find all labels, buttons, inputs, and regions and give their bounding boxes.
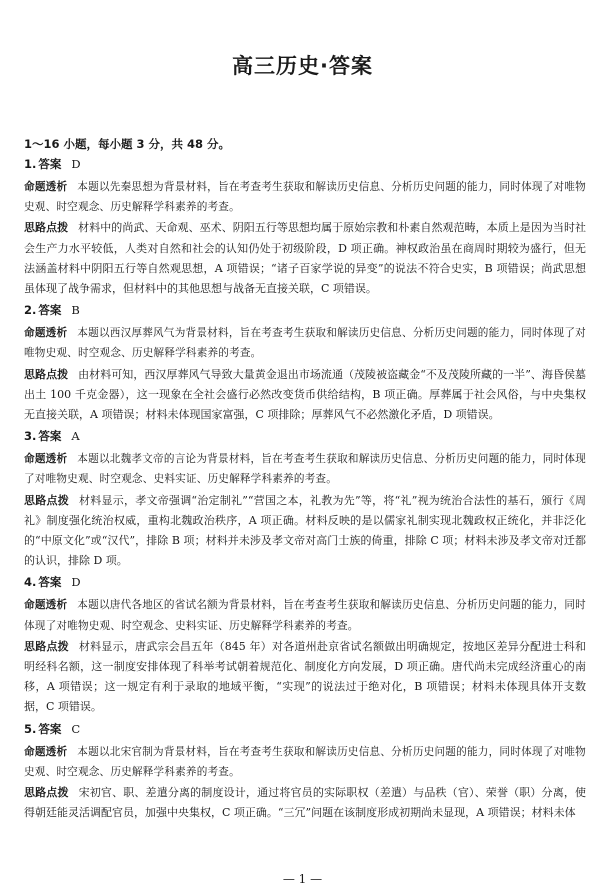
question-block	[24, 302, 586, 425]
analysis-label: 命题透析	[24, 745, 68, 758]
question-answer-line	[24, 721, 586, 737]
question-answer-line	[24, 428, 586, 444]
analysis-text: 本题以西汉厚葬风气为背景材料，旨在考查考生获取和解读历史信息、分析历史问题的能力，同时体现了对唯物史观、时空观念、历史解释学科素养的考查。	[24, 327, 586, 360]
hint-text: 材料显示，唐武宗会昌五年（845 年）对各道州赴京省试名额做出明确规定，按地区差异分配进士科和明经科名额，这一制度安排体现了科举考试朝着规范化、制度化方向发展，D 项正确。唐代尚未完成经济重心的南移，A 项错误；这一规定有利于录取的地域平衡，“实现”的说法过于绝对化，B 项错误；材料未体现具体开支数据，C 项错误。	[24, 639, 587, 714]
hint-paragraph	[24, 637, 586, 718]
answer-label: 答案	[38, 575, 62, 590]
question-block	[24, 428, 586, 571]
question-answer-line	[24, 302, 586, 318]
analysis-text: 本题以先秦思想为背景材料，旨在考查考生获取和解读历史信息、分析历史问题的能力，同时体现了对唯物史观、时空观念、历史解释学科素养的考查。	[24, 181, 586, 214]
analysis-text: 本题以北魏孝文帝的言论为背景材料，旨在考查考生获取和解读历史信息、分析历史问题的能力，同时体现了对唯物史观、时空观念、史料实证、历史解释学科素养的考查。	[24, 453, 586, 486]
answer-letter: D	[71, 157, 81, 171]
hint-paragraph	[24, 491, 586, 572]
analysis-text: 本题以北宋官制为背景材料，旨在考查考生获取和解读历史信息、分析历史问题的能力，同时体现了对唯物史观、时空观念、历史解释学科素养的考查。	[24, 745, 586, 778]
question-block	[24, 574, 586, 717]
analysis-label: 命题透析	[24, 453, 68, 466]
hint-paragraph	[24, 218, 586, 299]
question-answer-line	[24, 156, 586, 172]
question-block	[24, 721, 586, 824]
analysis-label: 命题透析	[24, 599, 68, 612]
answer-letter: D	[71, 575, 81, 590]
analysis-label: 命题透析	[24, 327, 68, 340]
analysis-paragraph	[24, 742, 586, 782]
analysis-paragraph	[24, 177, 586, 217]
analysis-paragraph	[24, 323, 586, 363]
hint-paragraph	[24, 783, 586, 823]
hint-label: 思路点拨	[24, 367, 69, 381]
section-intro: 1～16 小题，每小题 3 分，共 48 分。	[24, 137, 231, 151]
answer-label: 答案	[38, 303, 62, 318]
hint-text: 材料中的尚武、天命观、巫术、阴阳五行等思想均属于原始宗教和朴素自然观范畴，本质上是因为当时社会生产力水平较低，人类对自然和社会的认知仍处于初级阶段，D 项正确。神权政治虽在商周时期较为盛行，但无法涵盖材料中阴阳五行等自然观思想，A 项错误；“诸子百家学说的异变”的说法不符合史实，B 项错误；尚武思想虽体现了战争需求，但材料中的其他思想与战备无直接关联，C 项错误。	[24, 221, 587, 296]
question-block	[24, 156, 586, 299]
answer-list	[24, 156, 586, 826]
hint-label: 思路点拨	[24, 493, 69, 507]
hint-text: 宋初官、职、差遣分离的制度设计，通过将官员的实际职权（差遣）与品秩（官）、荣誉（职）分离，使得朝廷能灵活调配官员，加强中央集权，C 项正确。“三冗”问题在该制度形成初期尚未显现，A 项错误；材料未体	[24, 786, 587, 820]
page-number: — 1 —	[282, 872, 323, 886]
answer-label: 答案	[38, 157, 62, 171]
analysis-text: 本题以唐代各地区的省试名额为背景材料，旨在考查考生获取和解读历史信息、分析历史问题的能力，同时体现了对唯物史观、时空观念、史料实证、历史解释学科素养的考查。	[24, 599, 586, 632]
analysis-label: 命题透析	[24, 181, 68, 193]
hint-text: 由材料可知，西汉厚葬风气导致大量黄金退出市场流通（茂陵被盗藏金“不及茂陵所藏的一半”、海昏侯墓出土 100 千克金器），这一现象在全社会盛行必然改变货币供给结构，B 项正确。厚葬属于社会风俗，与中央集权无直接关联，A 项错误；材料未体现国家富强，C 项排除；厚葬风气不必然激化矛盾，D 项错误。	[24, 367, 586, 422]
question-number: 3.	[24, 429, 37, 444]
answer-letter: C	[71, 721, 81, 736]
hint-label: 思路点拨	[24, 786, 69, 800]
answer-letter: A	[71, 429, 80, 444]
answer-label: 答案	[38, 429, 62, 444]
question-number: 2.	[24, 303, 37, 318]
question-number: 5.	[24, 721, 37, 736]
answer-letter: B	[71, 303, 80, 318]
analysis-paragraph	[24, 449, 586, 489]
question-number: 1.	[24, 157, 37, 171]
analysis-paragraph	[24, 595, 586, 635]
hint-label: 思路点拨	[24, 221, 69, 235]
question-answer-line	[24, 574, 586, 590]
page-title: 高三历史·答案	[232, 54, 373, 78]
question-number: 4.	[24, 575, 37, 590]
hint-paragraph	[24, 365, 586, 426]
answer-label: 答案	[38, 721, 62, 736]
hint-label: 思路点拨	[24, 639, 69, 653]
hint-text: 材料显示，孝文帝强调“治定制礼”“营国之本，礼教为先”等，将“礼”视为统治合法性的基石，颁行《周礼》制度强化统治权威，重构北魏政治秩序，A 项正确。材料反映的是以儒家礼制实现北魏政权正统化，并非泛化的“中原文化”或“汉代”，排除 B 项；材料并未涉及孝文帝对高门士族的倚重，排除 C 项；材料未涉及孝文帝对迁都的认识，排除 D 项。	[24, 493, 586, 568]
